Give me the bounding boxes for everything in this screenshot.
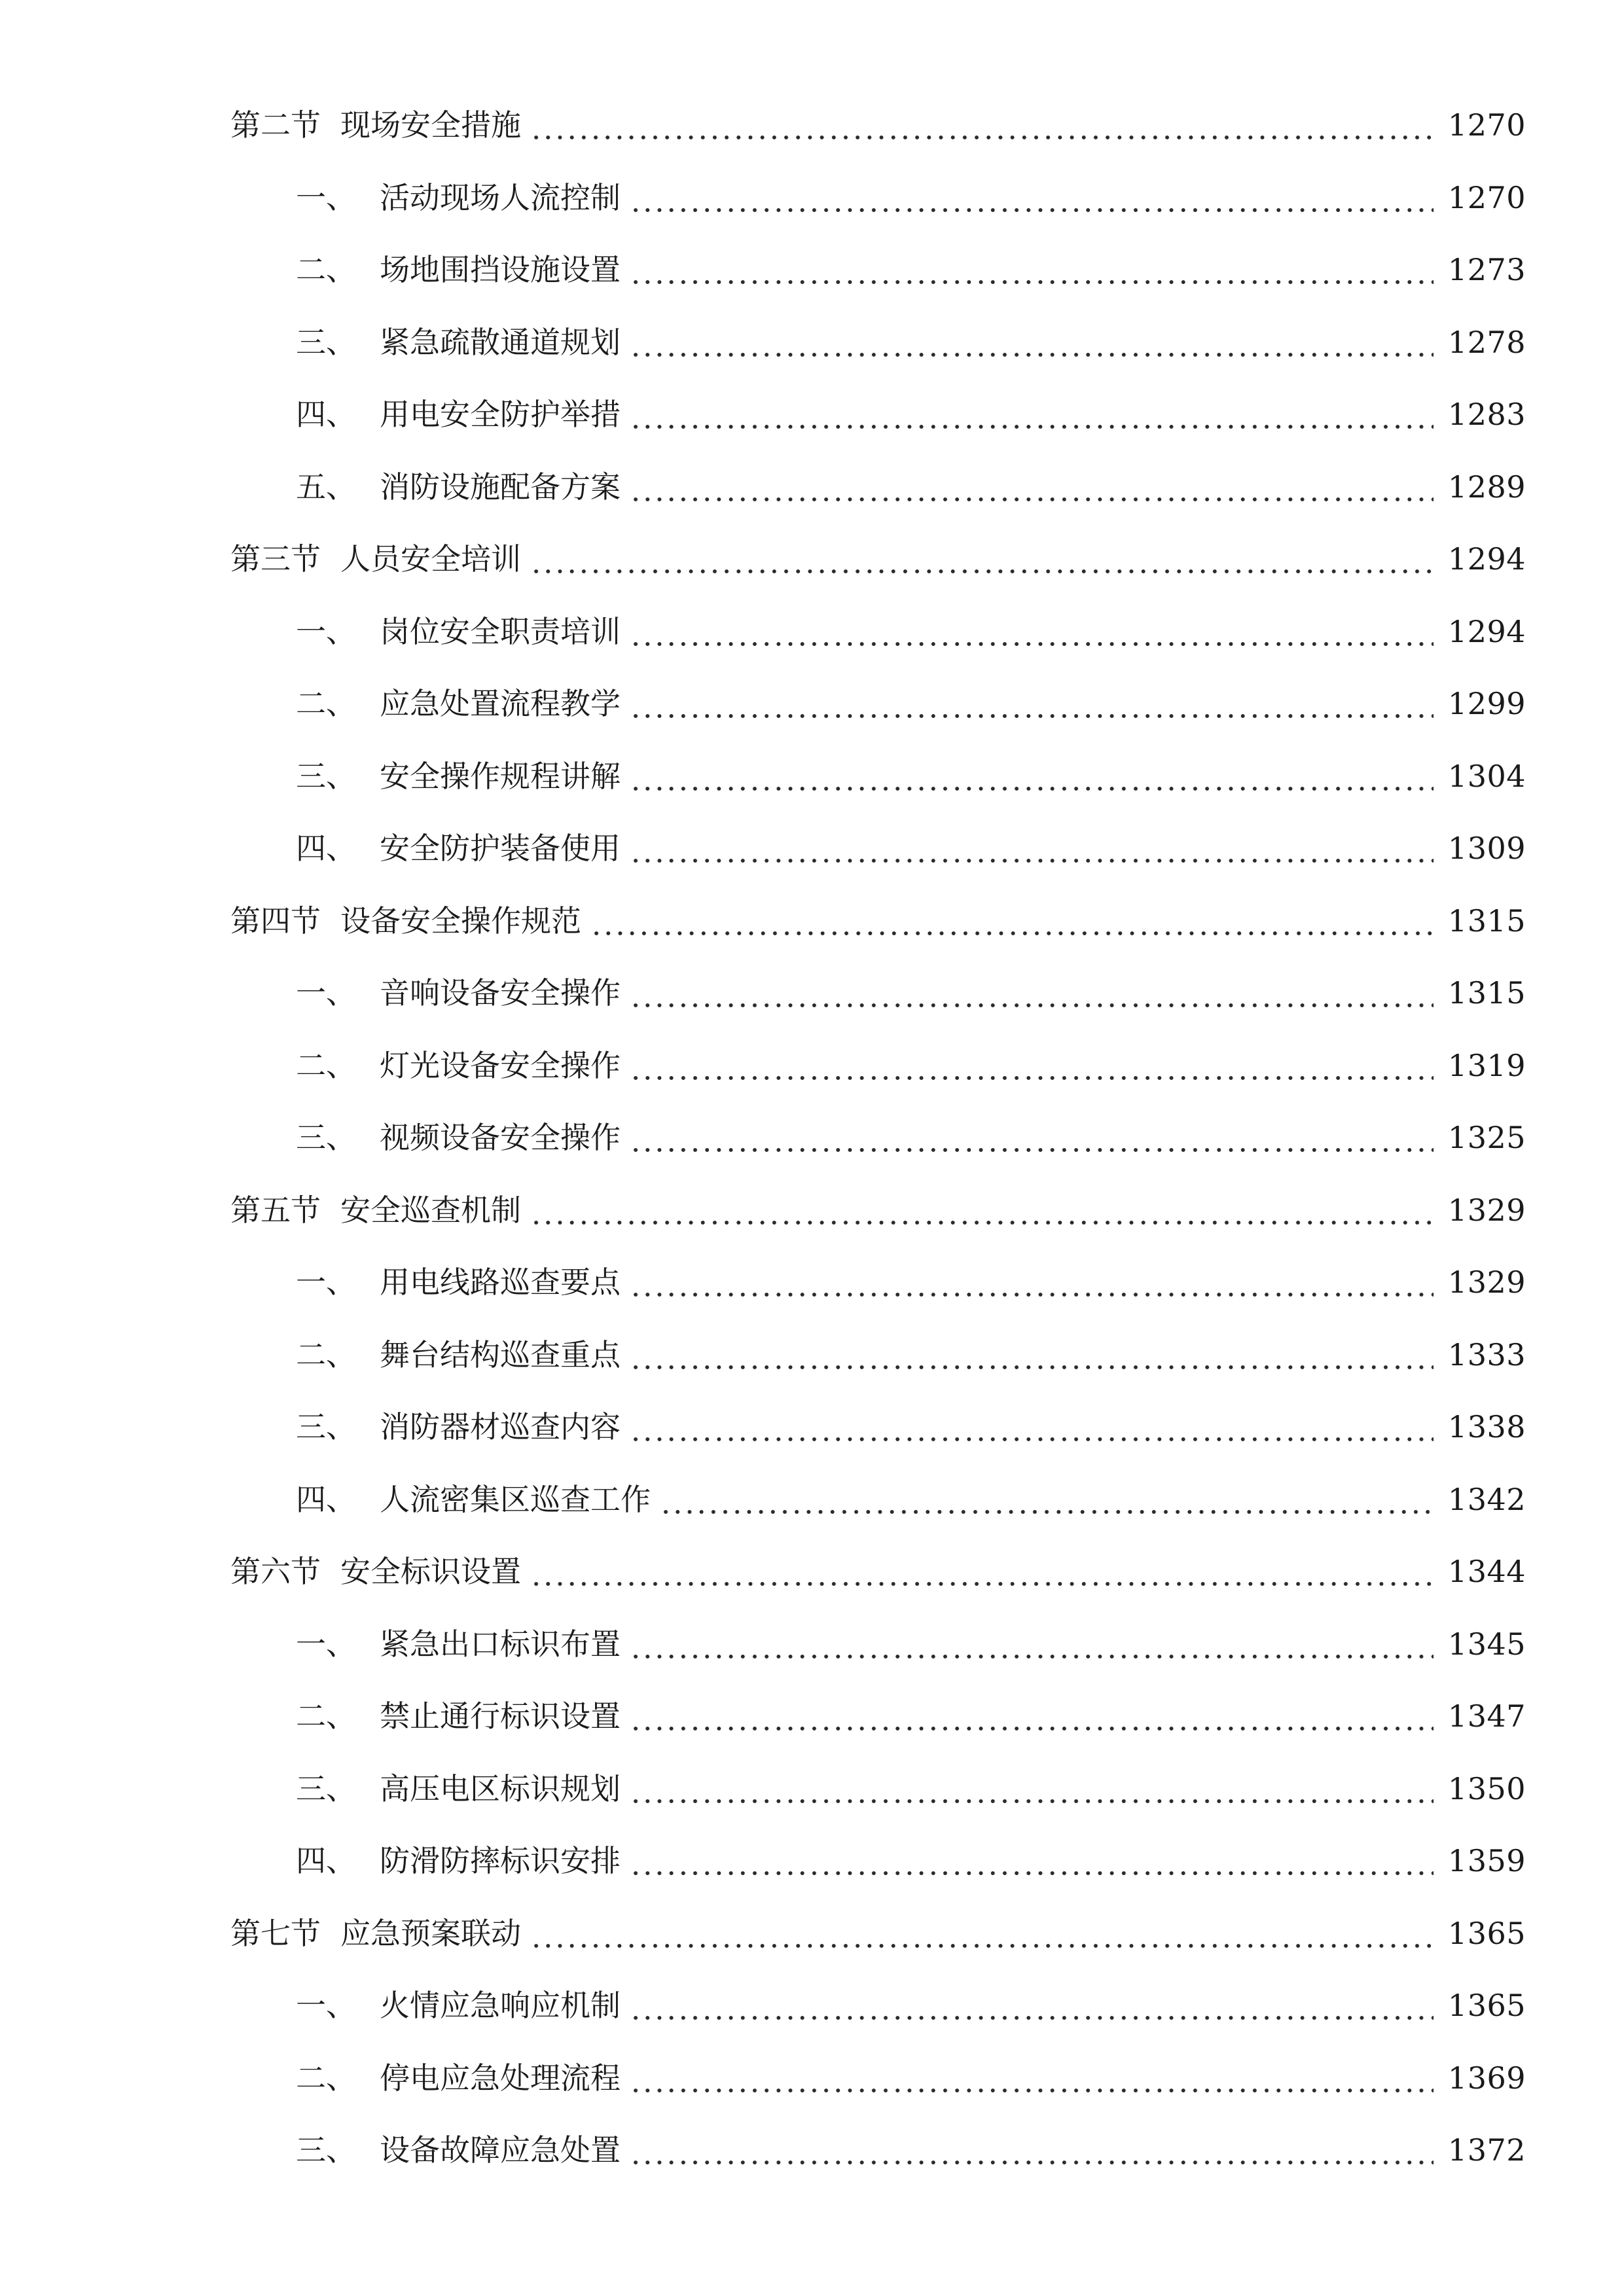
toc-entry-title: 消防器材巡查内容 <box>380 1409 621 1445</box>
toc-entry-number: 一、 <box>296 1626 356 1662</box>
toc-subsection-entry[interactable] <box>0 957 1624 1030</box>
toc-entry-title: 应急预案联动 <box>340 1915 521 1951</box>
toc-entry-label <box>296 1265 621 1300</box>
toc-subsection-entry[interactable] <box>0 668 1624 740</box>
toc-entry-number: 四、 <box>296 397 356 433</box>
toc-entry-label <box>296 758 621 794</box>
toc-entry-number: 三、 <box>296 2132 356 2168</box>
toc-entry-number: 第五节 <box>230 1192 321 1228</box>
toc-subsection-entry[interactable] <box>0 1102 1624 1174</box>
toc-entry-page-number: 1372 <box>1447 2132 1526 2168</box>
toc-entry-label <box>230 541 521 577</box>
toc-entry-label <box>296 2132 621 2168</box>
dot-leader <box>630 978 1434 1008</box>
toc-entry-label <box>296 1481 651 1517</box>
dot-leader <box>660 1484 1434 1515</box>
toc-entry-label <box>296 324 621 360</box>
toc-entry-title: 音响设备安全操作 <box>380 975 621 1011</box>
toc-entry-number: 三、 <box>296 1120 356 1156</box>
toc-section-entry[interactable] <box>0 1897 1624 1970</box>
toc-entry-number: 三、 <box>296 1770 356 1806</box>
toc-entry-number: 五、 <box>296 469 356 505</box>
toc-entry-page-number: 1365 <box>1447 1915 1526 1951</box>
toc-entry-label <box>230 1554 521 1590</box>
toc-entry-title: 高压电区标识规划 <box>380 1770 621 1806</box>
toc-entry-title: 安全防护装备使用 <box>380 831 621 867</box>
toc-entry-label <box>296 252 621 288</box>
dot-leader <box>630 1774 1434 1804</box>
toc-subsection-entry[interactable] <box>0 1825 1624 1897</box>
dot-leader <box>630 1701 1434 1731</box>
dot-leader <box>630 2063 1434 2093</box>
toc-section-entry[interactable] <box>0 885 1624 958</box>
dot-leader <box>630 1122 1434 1153</box>
toc-entry-number: 一、 <box>296 1988 356 2024</box>
toc-entry-label <box>296 1988 621 2024</box>
toc-entry-page-number: 1329 <box>1447 1192 1526 1228</box>
toc-subsection-entry[interactable] <box>0 2114 1624 2187</box>
dot-leader <box>630 689 1434 719</box>
toc-subsection-entry[interactable] <box>0 306 1624 379</box>
toc-entry-number: 三、 <box>296 758 356 794</box>
toc-entry-page-number: 1278 <box>1447 324 1526 360</box>
toc-entry-page-number: 1289 <box>1447 469 1526 505</box>
toc-entry-number: 二、 <box>296 2060 356 2096</box>
toc-entry-title: 安全巡查机制 <box>340 1192 521 1228</box>
table-of-contents <box>0 89 1624 2187</box>
toc-entry-page-number: 1283 <box>1447 397 1526 433</box>
toc-subsection-entry[interactable] <box>0 1680 1624 1753</box>
toc-entry-title: 停电应急处理流程 <box>380 2060 621 2096</box>
toc-entry-title: 火情应急响应机制 <box>380 1988 621 2024</box>
toc-subsection-entry[interactable] <box>0 378 1624 451</box>
dot-leader <box>630 327 1434 357</box>
toc-entry-title: 岗位安全职责培训 <box>380 613 621 649</box>
toc-entry-number: 一、 <box>296 1265 356 1300</box>
toc-entry-title: 设备安全操作规范 <box>340 903 581 939</box>
toc-entry-number: 三、 <box>296 1409 356 1445</box>
toc-entry-label <box>230 903 581 939</box>
toc-subsection-entry[interactable] <box>0 1608 1624 1681</box>
toc-entry-label <box>296 831 621 867</box>
toc-entry-number: 一、 <box>296 613 356 649</box>
toc-entry-title: 场地围挡设施设置 <box>380 252 621 288</box>
toc-entry-title: 视频设备安全操作 <box>380 1120 621 1156</box>
toc-subsection-entry[interactable] <box>0 1319 1624 1391</box>
toc-subsection-entry[interactable] <box>0 1246 1624 1319</box>
dot-leader <box>630 617 1434 647</box>
toc-entry-label <box>230 1915 521 1951</box>
toc-entry-number: 四、 <box>296 1481 356 1517</box>
toc-entry-label <box>296 686 621 722</box>
toc-entry-title: 灯光设备安全操作 <box>380 1047 621 1083</box>
toc-entry-number: 一、 <box>296 975 356 1011</box>
toc-subsection-entry[interactable] <box>0 1391 1624 1463</box>
toc-entry-page-number: 1309 <box>1447 831 1526 867</box>
toc-entry-label <box>296 1843 621 1879</box>
toc-entry-label <box>296 2060 621 2096</box>
dot-leader <box>630 255 1434 285</box>
toc-subsection-entry[interactable] <box>0 1463 1624 1536</box>
toc-entry-page-number: 1270 <box>1447 179 1526 215</box>
toc-entry-page-number: 1273 <box>1447 252 1526 288</box>
dot-leader <box>630 1267 1434 1297</box>
toc-entry-page-number: 1294 <box>1447 541 1526 577</box>
toc-entry-page-number: 1369 <box>1447 2060 1526 2096</box>
toc-entry-title: 用电线路巡查要点 <box>380 1265 621 1300</box>
toc-section-entry[interactable] <box>0 89 1624 162</box>
toc-entry-number: 二、 <box>296 686 356 722</box>
toc-entry-title: 紧急出口标识布置 <box>380 1626 621 1662</box>
toc-entry-number: 二、 <box>296 1698 356 1734</box>
dot-leader <box>530 110 1434 140</box>
toc-subsection-entry[interactable] <box>0 1030 1624 1102</box>
toc-subsection-entry[interactable] <box>0 1753 1624 1825</box>
toc-subsection-entry[interactable] <box>0 1969 1624 2042</box>
toc-entry-page-number: 1365 <box>1447 1988 1526 2024</box>
toc-section-entry[interactable] <box>0 1174 1624 1247</box>
toc-entry-title: 应急处置流程教学 <box>380 686 621 722</box>
dot-leader <box>630 1629 1434 1659</box>
toc-entry-label <box>296 975 621 1011</box>
toc-entry-label <box>296 1698 621 1734</box>
dot-leader <box>630 1990 1434 2020</box>
toc-entry-title: 人流密集区巡查工作 <box>380 1481 651 1517</box>
toc-entry-page-number: 1315 <box>1447 903 1526 939</box>
toc-entry-number: 第六节 <box>230 1554 321 1590</box>
dot-leader <box>630 183 1434 213</box>
toc-entry-number: 四、 <box>296 831 356 867</box>
toc-entry-number: 二、 <box>296 1047 356 1083</box>
dot-leader <box>630 472 1434 502</box>
dot-leader <box>630 1412 1434 1442</box>
toc-entry-number: 三、 <box>296 324 356 360</box>
toc-entry-label <box>296 1336 621 1372</box>
toc-entry-title: 禁止通行标识设置 <box>380 1698 621 1734</box>
toc-entry-number: 第四节 <box>230 903 321 939</box>
toc-entry-page-number: 1270 <box>1447 107 1526 143</box>
toc-entry-label <box>296 1770 621 1806</box>
toc-entry-title: 安全标识设置 <box>340 1554 521 1590</box>
toc-entry-number: 二、 <box>296 252 356 288</box>
toc-entry-label <box>296 1409 621 1445</box>
dot-leader <box>530 544 1434 574</box>
dot-leader <box>630 1846 1434 1876</box>
toc-entry-page-number: 1333 <box>1447 1336 1526 1372</box>
toc-entry-number: 第三节 <box>230 541 321 577</box>
toc-entry-page-number: 1342 <box>1447 1481 1526 1517</box>
toc-entry-page-number: 1294 <box>1447 613 1526 649</box>
dot-leader <box>530 1918 1434 1948</box>
toc-entry-page-number: 1299 <box>1447 686 1526 722</box>
toc-entry-page-number: 1347 <box>1447 1698 1526 1734</box>
toc-entry-page-number: 1345 <box>1447 1626 1526 1662</box>
toc-entry-title: 防滑防摔标识安排 <box>380 1843 621 1879</box>
toc-entry-label <box>230 107 521 143</box>
toc-entry-label <box>296 613 621 649</box>
dot-leader <box>630 1340 1434 1370</box>
toc-entry-label <box>296 1047 621 1083</box>
toc-entry-title: 设备故障应急处置 <box>380 2132 621 2168</box>
toc-entry-page-number: 1344 <box>1447 1554 1526 1590</box>
toc-entry-page-number: 1315 <box>1447 975 1526 1011</box>
toc-section-entry[interactable] <box>0 523 1624 596</box>
dot-leader <box>530 1556 1434 1587</box>
dot-leader <box>630 833 1434 863</box>
toc-subsection-entry[interactable] <box>0 740 1624 813</box>
toc-entry-label <box>296 397 621 433</box>
toc-entry-number: 第七节 <box>230 1915 321 1951</box>
toc-entry-title: 人员安全培训 <box>340 541 521 577</box>
dot-leader <box>590 906 1434 936</box>
toc-entry-page-number: 1325 <box>1447 1120 1526 1156</box>
toc-entry-number: 第二节 <box>230 107 321 143</box>
dot-leader <box>630 761 1434 791</box>
toc-entry-label <box>296 1626 621 1662</box>
toc-entry-label <box>296 179 621 215</box>
toc-entry-title: 消防设施配备方案 <box>380 469 621 505</box>
toc-subsection-entry[interactable] <box>0 596 1624 668</box>
toc-entry-number: 一、 <box>296 179 356 215</box>
toc-subsection-entry[interactable] <box>0 234 1624 306</box>
toc-entry-page-number: 1338 <box>1447 1409 1526 1445</box>
toc-entry-title: 用电安全防护举措 <box>380 397 621 433</box>
toc-entry-page-number: 1329 <box>1447 1265 1526 1300</box>
dot-leader <box>630 1050 1434 1081</box>
toc-subsection-entry[interactable] <box>0 451 1624 524</box>
toc-entry-page-number: 1304 <box>1447 758 1526 794</box>
toc-subsection-entry[interactable] <box>0 812 1624 885</box>
dot-leader <box>630 399 1434 429</box>
toc-entry-title: 现场安全措施 <box>340 107 521 143</box>
toc-entry-page-number: 1319 <box>1447 1047 1526 1083</box>
toc-entry-title: 安全操作规程讲解 <box>380 758 621 794</box>
toc-entry-title: 活动现场人流控制 <box>380 179 621 215</box>
toc-entry-title: 紧急疏散通道规划 <box>380 324 621 360</box>
toc-entry-title: 舞台结构巡查重点 <box>380 1336 621 1372</box>
toc-section-entry[interactable] <box>0 1535 1624 1608</box>
dot-leader <box>530 1195 1434 1225</box>
toc-entry-page-number: 1350 <box>1447 1770 1526 1806</box>
toc-entry-label <box>296 1120 621 1156</box>
toc-subsection-entry[interactable] <box>0 162 1624 234</box>
toc-entry-label <box>296 469 621 505</box>
dot-leader <box>630 2135 1434 2165</box>
toc-entry-label <box>230 1192 521 1228</box>
toc-subsection-entry[interactable] <box>0 2042 1624 2115</box>
toc-entry-number: 二、 <box>296 1336 356 1372</box>
toc-entry-page-number: 1359 <box>1447 1843 1526 1879</box>
toc-entry-number: 四、 <box>296 1843 356 1879</box>
